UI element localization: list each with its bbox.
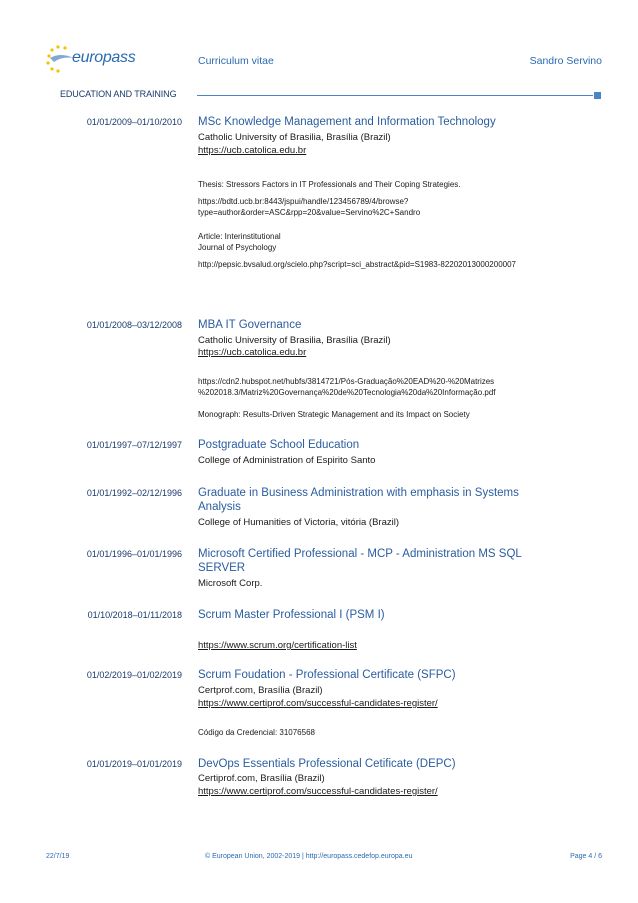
entry-title: Microsoft Certified Professional - MCP - Administration MS SQL <box>198 548 522 560</box>
footer-page-number: Page 4 / 6 <box>570 853 602 860</box>
entry-title-cont: Analysis <box>198 501 241 513</box>
article-url[interactable]: http://pepsic.bvsalud.org/scielo.php?script=sci_abstract&pid=S1983-82202013000200007 <box>198 260 516 269</box>
matrix-url-cont[interactable]: %202018.3/Matriz%20Governança%20de%20Tecnologia%20da%20Informação.pdf <box>198 388 496 397</box>
entry-link[interactable]: https://ucb.catolica.edu.br <box>198 347 307 358</box>
thesis-text: Thesis: Stressors Factors in IT Professionals and Their Coping Strategies. <box>198 180 461 189</box>
monograph-text: Monograph: Results-Driven Strategic Management and its Impact on Society <box>198 410 470 419</box>
section-title: EDUCATION AND TRAINING <box>60 89 177 99</box>
entry-org: Microsoft Corp. <box>198 578 263 589</box>
footer-date: 22/7/19 <box>46 853 70 860</box>
entry-title: MBA IT Governance <box>198 319 302 331</box>
entry-title: DevOps Essentials Professional Cetificate (DEPC) <box>198 758 456 770</box>
entry-date: 01/01/1996–01/01/1996 <box>86 549 182 559</box>
entry-date: 01/01/2019–01/01/2019 <box>86 759 182 769</box>
entry-date: 01/01/2009–01/10/2010 <box>86 117 182 127</box>
entry-title: Scrum Foudation - Professional Certificate (SFPC) <box>198 669 456 681</box>
entry-org: Certiprof.com, Brasília (Brazil) <box>198 773 325 784</box>
entry-org: Catholic University of Brasilia, Brasília (Brazil) <box>198 335 391 346</box>
entry-link[interactable]: https://www.certiprof.com/successful-candidates-register/ <box>198 786 438 797</box>
doc-type: Curriculum vitae <box>198 55 274 67</box>
article-text: Article: Interinstitutional <box>198 232 281 241</box>
footer-copyright[interactable]: © European Union, 2002-2019 | http://europass.cedefop.europa.eu <box>205 853 413 860</box>
credential-code: Código da Credencial: 31076568 <box>198 728 315 737</box>
article-journal: Journal of Psychology <box>198 243 277 252</box>
entry-title: Postgraduate School Education <box>198 439 360 451</box>
entry-link[interactable]: https://www.scrum.org/certification-list <box>198 640 357 651</box>
entry-date: 01/01/1997–07/12/1997 <box>86 440 182 450</box>
person-name: Sandro Servino <box>529 55 602 67</box>
entry-title: MSc Knowledge Management and Information Technology <box>198 116 496 128</box>
section-marker <box>594 92 601 99</box>
thesis-url[interactable]: https://bdtd.ucb.br:8443/jspui/handle/123456789/4/browse? <box>198 197 409 206</box>
matrix-url[interactable]: https://cdn2.hubspot.net/hubfs/3814721/Pós-Graduação%20EAD%20-%20Matrizes <box>198 377 495 386</box>
entry-date: 01/01/2008–03/12/2008 <box>86 320 182 330</box>
entry-title: Graduate in Business Administration with emphasis in Systems <box>198 487 519 499</box>
section-divider <box>197 95 593 96</box>
entry-org: Catholic University of Brasilia, Brasília (Brazil) <box>198 132 391 143</box>
entry-date: 01/02/2019–01/02/2019 <box>86 670 182 680</box>
entry-link[interactable]: https://ucb.catolica.edu.br <box>198 145 307 156</box>
entry-title: Scrum Master Professional I (PSM I) <box>198 609 385 621</box>
entry-org: College of Humanities of Victoria, vitória (Brazil) <box>198 517 399 528</box>
europass-logo <box>44 44 144 74</box>
entry-link[interactable]: https://www.certiprof.com/successful-candidates-register/ <box>198 698 438 709</box>
logo-text: europass <box>72 49 136 66</box>
entry-title-cont: SERVER <box>198 562 246 574</box>
entry-date: 01/10/2018–01/11/2018 <box>87 610 182 620</box>
entry-date: 01/01/1992–02/12/1996 <box>86 488 182 498</box>
entry-org: Certprof.com, Brasília (Brazil) <box>198 685 323 696</box>
thesis-url-cont[interactable]: type=author&order=ASC&rpp=20&value=Servino%2C+Sandro <box>198 208 421 217</box>
entry-org: College of Administration of Espirito Santo <box>198 455 376 466</box>
